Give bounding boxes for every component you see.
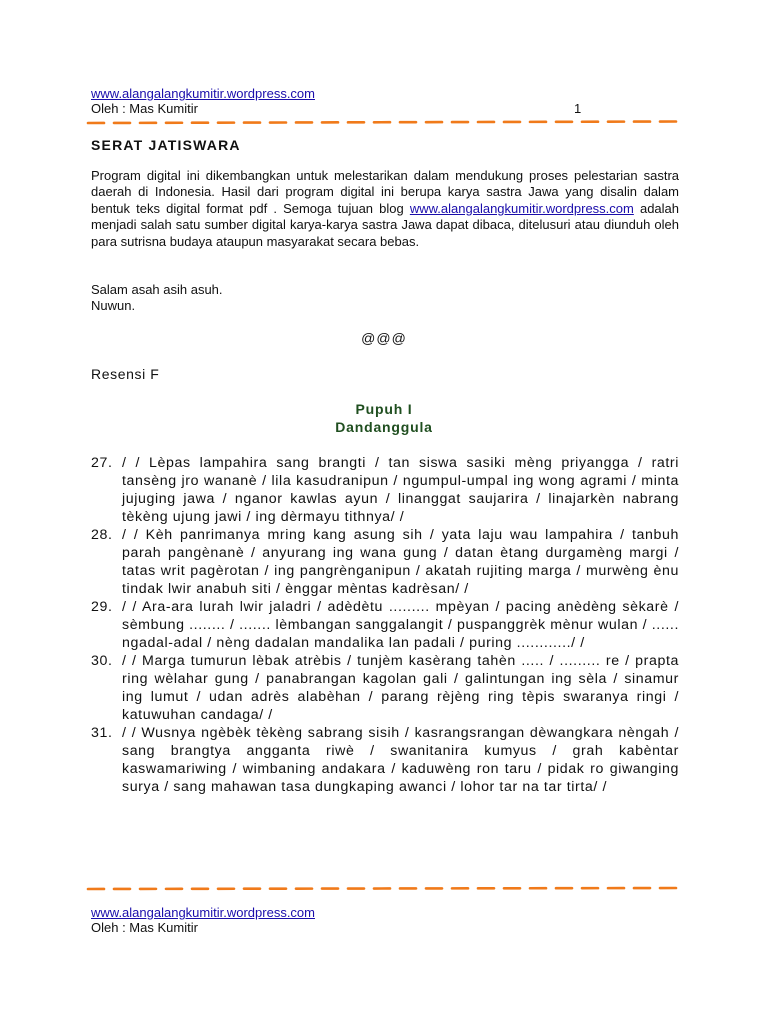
intro-paragraph [91,168,679,250]
stanza-text: / / Kèh panrimanya mring kang asung sih / yata laju wau lampahira / tanbuh parah pangènanè / anyurang ing wana gung / datan ètang durgamèng margi / tatas writ pagèrotan / ing pangrènganipun / akatah rujiting marga / murwèng ènu tindak lwir anabuh siti / ènggar mèntas kadrèsan/ / [122,527,679,597]
stanza-list [91,454,679,796]
document-title: SERAT JATISWARA [91,137,241,153]
stanza-item [91,526,679,598]
stanza-text: / / Wusnya ngèbèk tèkèng sabrang sisih / kasrangsrangan dèwangkara nèngah / sang brangtya angganta riwè / swanitanira kumyus / grah kabèntar kaswamariwing / wimbaning andakara / kaduwèng ron taru / pidak ro giwanging surya / sang mahawan tasa dungkaping awanci / lohor tar na tar tirta/ / [122,725,679,795]
stanza-number: 30. [91,653,113,669]
stanza-item [91,724,679,796]
stanza-text: / / Lèpas lampahira sang brangti / tan siswa sasiki mèng priyangga / ratri tansèng jro wananè / lila kasudranipun / ngumpul-umpal ing wong agrami / minta jujuging jawa / nganor kawlas ayun / linanggat saujarira / linajarkèn nabrang tèkèng ujung jawi / ing dèrmayu tithnya/ / [122,455,679,525]
closing-line-1: Salam asah asih asuh. [91,282,223,297]
stanza-item [91,652,679,724]
header-author: Oleh : Mas Kumitir [91,101,198,116]
pupuh-title: Pupuh I [355,401,413,417]
resensi-label: Resensi F [91,366,160,382]
page-number: 1 [574,101,582,116]
pupuh-subtitle: Dandanggula [335,419,433,435]
stanza-text: / / Marga tumurun lèbak atrèbis / tunjèm kasèrang tahèn ..... / ......... re / prapta ring wèlahar gung / panabrangan kagolan gali / galintungan ing sèla / sinamur ing lumut / udan adrès alabèhan / parang rèjèng ring tèpis swaranya ringi / katuwuhan candaga/ / [122,653,679,723]
stanza-item [91,598,679,652]
stanza-number: 28. [91,527,113,543]
stanza-item [91,454,679,526]
header-dashed-rule [86,118,678,128]
closing-line-2: Nuwun. [91,298,136,313]
stanza-number: 31. [91,725,113,741]
intro-blog-link[interactable]: www.alangalangkumitir.wordpress.com [409,200,634,216]
footer-author: Oleh : Mas Kumitir [91,920,198,935]
intro-text-before-link: Program digital ini dikembangkan untuk melestarikan dalam mendukung proses pelestarian sastra daerah di Indonesia. Hasil dari program digital ini berupa karya sastra Jawa yang disalin dalam bentuk teks digital format pdf . Semoga tujuan blog [91,168,679,216]
header-url-link[interactable]: www.alangalangkumitir.wordpress.com [91,86,315,101]
section-separator: @@@ [361,330,407,346]
footer-url-link[interactable]: www.alangalangkumitir.wordpress.com [91,905,315,920]
footer-dashed-rule [86,884,678,894]
stanza-number: 27. [91,455,113,471]
closing-greeting [91,282,223,314]
intro-text-after-link: adalah menjadi salah satu sumber digital karya-karya sastra Jawa dapat dibaca, ditelusuri atau diunduh oleh para sutrisna budaya ataupun masyarakat secara bebas. [91,200,679,249]
stanza-number: 29. [91,599,113,615]
stanza-text: / / Ara-ara lurah lwir jaladri / adèdètu ......... mpèyan / pacing anèdèng sèkarè / sèmbung ........ / ....... lèmbangan sanggalangit / puspanggrèk mènur wulan / ...... ngadal-adal / nèng dadalan mandalika lan padali / puring ............/ / [122,599,679,651]
